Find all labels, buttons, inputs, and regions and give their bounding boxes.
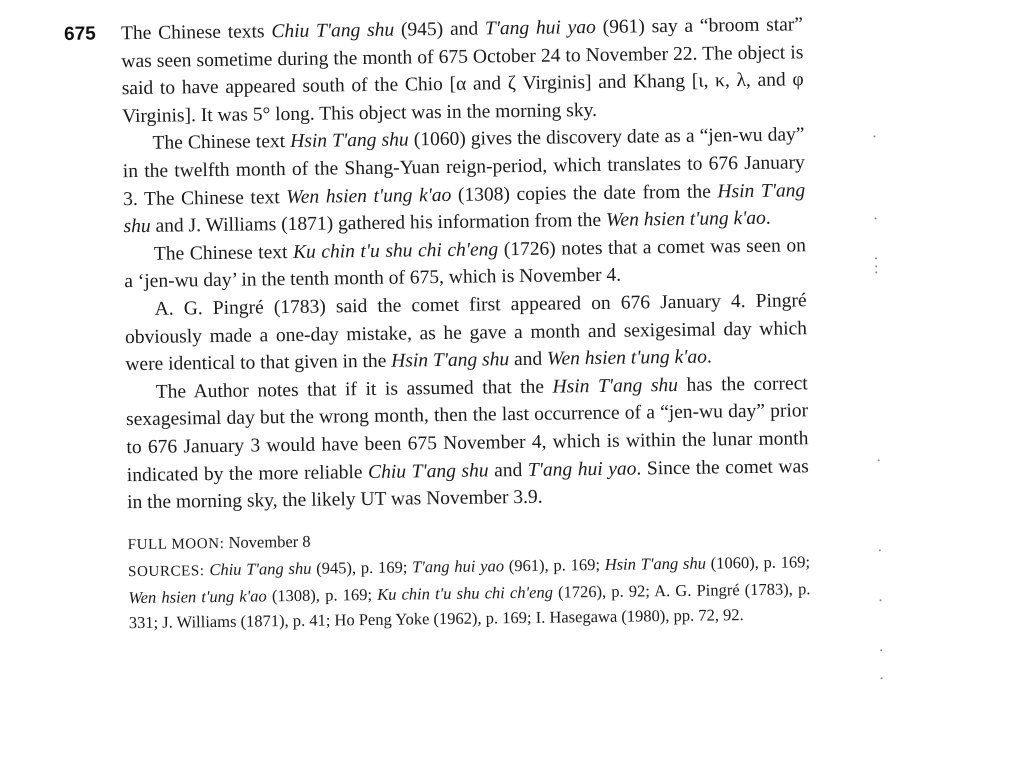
paragraph-1 <box>121 11 804 130</box>
p5-title-2: Chiu T'ang shu <box>367 459 489 483</box>
p5-text-4: . Since the comet was in the morning sky, the likely UT was November 3.9. <box>127 455 809 514</box>
source-text-1: (945), p. 169; <box>311 557 413 578</box>
p2-text-5: . <box>765 207 771 229</box>
scan-speck <box>875 265 877 267</box>
paragraph-5 <box>126 370 810 517</box>
p2-text-3: (1308) copies the date from the <box>451 180 718 206</box>
paragraph-4 <box>124 287 807 379</box>
p1-text-3: (961) say a “broom star” was seen sometime during the month of 675 October 24 to November 22. The object is said to have appeared south of the Chio [α and ζ Virginis] and Khang [ι, κ, λ, and φ Virginis]. It was 5° long. This object was in the morning sky. <box>121 14 804 127</box>
scan-speck <box>875 271 877 273</box>
p2-text-4: and J. Williams (1871) gathered his information from the <box>150 210 607 237</box>
entry-body <box>121 11 811 635</box>
scan-speck <box>881 677 883 679</box>
full-moon-value: November 8 <box>224 531 311 552</box>
paragraph-2 <box>122 122 805 241</box>
scan-speck <box>875 257 877 259</box>
p5-text-2: has the correct sexagesimal day but the wrong month, then the last occurrence of a “jen-wu day” prior to 676 January 3 would have been 675 November 4, which is within the lunar month indicated by the more reliable <box>125 372 809 486</box>
p2-title-4: Wen hsien t'ung k'ao <box>605 207 766 232</box>
source-title-4: Wen hsien t'ung k'ao <box>128 586 267 607</box>
source-text-2: (961), p. 169; <box>503 554 605 575</box>
entry-year: 675 <box>63 23 96 45</box>
source-title-5: Ku chin t'u shu chi ch'eng <box>377 582 554 604</box>
p4-title-2: Wen hsien t'ung k'ao <box>546 346 708 370</box>
p5-text-1: The Author notes that if it is assumed that the <box>155 376 553 403</box>
p2-text-1: The Chinese text <box>152 131 291 155</box>
p5-text-3: and <box>488 459 529 481</box>
p2-title-1: Hsin T'ang shu <box>290 129 409 153</box>
p1-title-2: T'ang hui yao <box>484 16 596 40</box>
p2-title-2: Wen hsien t'ung k'ao <box>286 184 452 208</box>
p4-title-1: Hsin T'ang shu <box>391 349 510 372</box>
p5-title-3: T'ang hui yao <box>527 457 637 481</box>
source-title-2: T'ang hui yao <box>411 555 505 577</box>
p3-title-1: Ku chin t'u shu chi ch'eng <box>292 239 499 263</box>
source-title-3: Hsin T'ang shu <box>604 553 706 574</box>
scan-speck <box>878 459 880 461</box>
scan-speck <box>879 549 881 551</box>
p4-text-2: and <box>509 348 548 371</box>
source-text-3: (1060), p. 169; <box>705 551 811 573</box>
p2-text-2: (1060) gives the discovery date as a “jen-wu day” in the twelfth month of the Shang-Yuan reign-period, which translates to 676 January 3. The Chinese text <box>122 124 805 210</box>
source-text-4: (1308), p. 169; <box>266 584 378 606</box>
source-title-1: Chiu T'ang shu <box>209 558 312 579</box>
scan-speck <box>875 217 877 219</box>
full-moon-label: FULL MOON: <box>127 535 225 553</box>
p1-text-2: (945) and <box>394 18 486 41</box>
p2-title-3: Hsin T'ang shu <box>123 179 806 238</box>
scan-speck <box>880 649 882 651</box>
p5-title-1: Hsin T'ang shu <box>552 374 679 398</box>
scan-speck <box>880 599 882 601</box>
scan-speck <box>873 135 875 137</box>
p3-text-2: (1726) notes that a comet was seen on a ‘jen-wu day’ in the tenth month of 675, which is November 4. <box>124 235 807 293</box>
p4-text-3: . <box>706 346 712 368</box>
p4-text-1: A. G. Pingré (1783) said the comet first appeared on 676 January 4. Pingré obviously made a one-day mistake, as he gave a month and sexigesimal day which were identical to that given in the <box>124 290 808 376</box>
sources-note <box>128 549 811 635</box>
p3-text-1: The Chinese text <box>153 241 294 265</box>
source-text-5: (1726), p. 92; A. G. Pingré (1783), p. 331; J. Williams (1871), p. 41; Ho Peng Yoke (1962), p. 169; I. Hasegawa (1980), pp. 72, 92. <box>128 578 811 632</box>
p1-text-1: The Chinese texts <box>120 21 272 45</box>
entry-notes <box>128 522 811 635</box>
paragraph-3 <box>124 232 807 296</box>
p1-title-1: Chiu T'ang shu <box>271 19 395 43</box>
sources-label: SOURCES: <box>127 562 205 580</box>
scan-margin-specks <box>873 129 888 689</box>
